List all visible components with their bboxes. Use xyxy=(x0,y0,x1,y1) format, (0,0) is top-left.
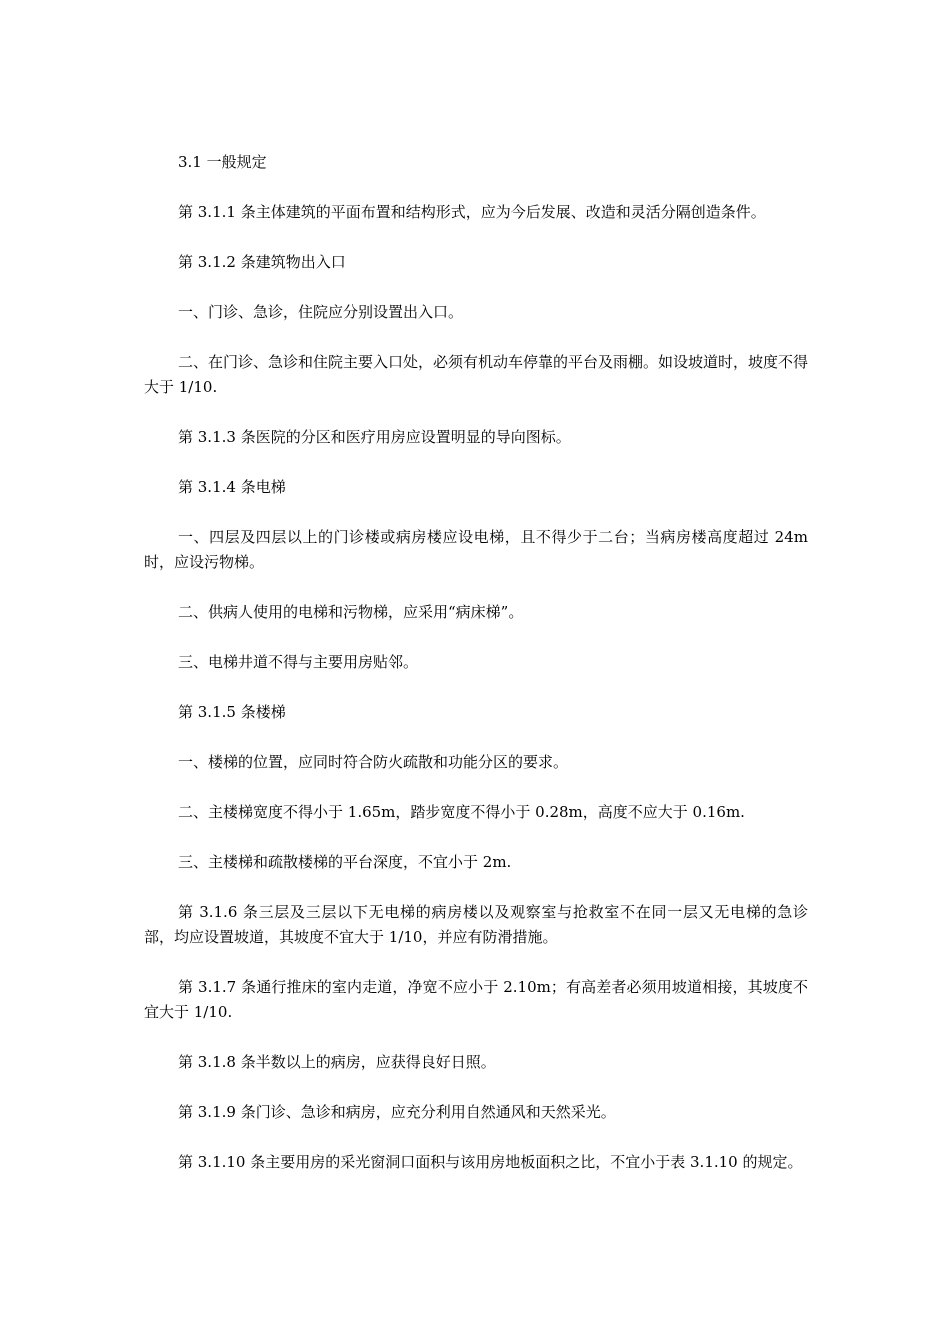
clause-3-1-4-item-1: 一、四层及四层以上的门诊楼或病房楼应设电梯，且不得少于二台；当病房楼高度超过 24m 时，应设污物梯。 xyxy=(144,528,808,571)
clause-3-1-6: 第 3.1.6 条三层及三层以下无电梯的病房楼以及观察室与抢救室不在同一层又无电梯的急诊部，均应设置坡道，其坡度不宜大于 1/10，并应有防滑措施。 xyxy=(144,903,808,946)
clause-3-1-2: 第 3.1.2 条建筑物出入口 xyxy=(178,253,346,271)
clause-3-1-5-item-1: 一、楼梯的位置，应同时符合防火疏散和功能分区的要求。 xyxy=(178,753,569,771)
clause-3-1-10: 第 3.1.10 条主要用房的采光窗洞口面积与该用房地板面积之比，不宜小于表 3.1.10 的规定。 xyxy=(178,1153,803,1171)
clause-3-1-2-item-2: 二、在门诊、急诊和住院主要入口处，必须有机动车停靠的平台及雨棚。如设坡道时，坡度不得大于 1/10. xyxy=(144,353,809,396)
section-heading: 3.1 一般规定 xyxy=(178,153,267,171)
clause-3-1-8: 第 3.1.8 条半数以上的病房，应获得良好日照。 xyxy=(178,1053,496,1071)
clause-3-1-2-item-1: 一、门诊、急诊，住院应分别设置出入口。 xyxy=(178,303,464,321)
clause-3-1-5-item-3: 三、主楼梯和疏散楼梯的平台深度，不宜小于 2m. xyxy=(178,853,512,871)
clause-3-1-3: 第 3.1.3 条医院的分区和医疗用房应设置明显的导向图标。 xyxy=(178,428,571,446)
clause-3-1-1: 第 3.1.1 条主体建筑的平面布置和结构形式，应为今后发展、改造和灵活分隔创造条件。 xyxy=(178,203,766,221)
clause-3-1-9: 第 3.1.9 条门诊、急诊和病房，应充分利用自然通风和天然采光。 xyxy=(178,1103,616,1121)
clause-3-1-5: 第 3.1.5 条楼梯 xyxy=(178,703,286,721)
document-body xyxy=(144,150,808,1200)
clause-3-1-5-item-2: 二、主楼梯宽度不得小于 1.65m，踏步宽度不得小于 0.28m，高度不应大于 0.16m. xyxy=(178,803,745,821)
clause-3-1-4: 第 3.1.4 条电梯 xyxy=(178,478,286,496)
clause-3-1-7: 第 3.1.7 条通行推床的室内走道，净宽不应小于 2.10m；有高差者必须用坡道相接，其坡度不宜大于 1/10. xyxy=(144,978,808,1021)
clause-3-1-4-item-2: 二、供病人使用的电梯和污物梯，应采用“病床梯”。 xyxy=(178,603,524,621)
clause-3-1-4-item-3: 三、电梯井道不得与主要用房贴邻。 xyxy=(178,653,419,671)
